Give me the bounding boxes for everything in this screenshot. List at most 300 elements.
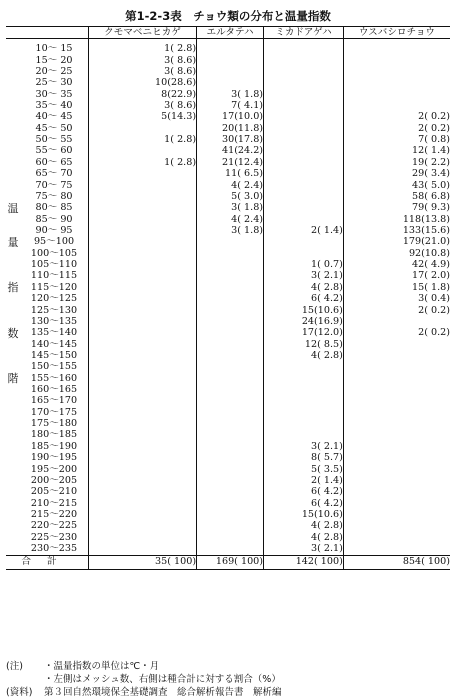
- col-header-erutateha: エルタテハ: [197, 27, 264, 39]
- note-unit: [6, 660, 450, 673]
- value-cell: [89, 168, 197, 179]
- value-cell: [89, 509, 197, 520]
- value-cell: [264, 168, 344, 179]
- value-cell: [264, 384, 344, 395]
- table-row: [6, 486, 450, 497]
- side-label: [6, 430, 20, 441]
- value-cell: [343, 452, 450, 463]
- range-label: 125〜130: [20, 305, 89, 316]
- side-label: [6, 168, 20, 179]
- value-cell: [343, 486, 450, 497]
- value-cell: [89, 486, 197, 497]
- range-label: 50〜 55: [20, 134, 89, 145]
- value-cell: 4( 2.8): [264, 282, 344, 293]
- value-cell: [264, 77, 344, 88]
- value-cell: [197, 464, 264, 475]
- value-cell: [343, 384, 450, 395]
- value-cell: 4( 2.4): [197, 180, 264, 191]
- table-row: [6, 89, 450, 100]
- value-cell: 10(28.6): [89, 77, 197, 88]
- value-cell: [197, 305, 264, 316]
- table-row: [6, 77, 450, 88]
- table-row: [6, 475, 450, 486]
- table-row: [6, 134, 450, 145]
- range-label: 60〜 65: [20, 157, 89, 168]
- side-label: [6, 157, 20, 168]
- value-cell: [89, 248, 197, 259]
- value-cell: [197, 373, 264, 384]
- value-cell: [197, 43, 264, 54]
- table-row: [6, 259, 450, 270]
- table-row: [6, 316, 450, 327]
- side-label: [6, 214, 20, 225]
- value-cell: 58( 6.8): [343, 191, 450, 202]
- header-row: [6, 27, 450, 39]
- value-cell: [89, 180, 197, 191]
- range-label: 220〜225: [20, 520, 89, 531]
- range-label: 95〜100: [20, 236, 89, 247]
- range-label: 80〜 85: [20, 202, 89, 213]
- value-cell: [89, 396, 197, 407]
- value-cell: [197, 509, 264, 520]
- value-cell: 3( 2.1): [264, 441, 344, 452]
- side-label: [6, 89, 20, 100]
- value-cell: [197, 520, 264, 531]
- value-cell: 15( 1.8): [343, 282, 450, 293]
- col-header-kumomabenihikage: クモマベニヒカゲ: [89, 27, 197, 39]
- value-cell: [197, 418, 264, 429]
- table-row: [6, 66, 450, 77]
- table-row: [6, 123, 450, 134]
- value-cell: [197, 486, 264, 497]
- table-row: [6, 112, 450, 123]
- table-row: [6, 498, 450, 509]
- value-cell: [264, 430, 344, 441]
- total-cell: 854( 100): [343, 555, 450, 569]
- value-cell: [343, 509, 450, 520]
- note-text-1: ・温量指数の単位は℃・月: [44, 661, 160, 672]
- side-label: [6, 384, 20, 395]
- table-row: [6, 418, 450, 429]
- value-cell: [89, 214, 197, 225]
- side-label: [6, 100, 20, 111]
- table-row: [6, 464, 450, 475]
- value-cell: 3( 1.8): [197, 202, 264, 213]
- value-cell: 2( 0.2): [343, 123, 450, 134]
- side-label: 指: [7, 281, 19, 295]
- value-cell: 6( 4.2): [264, 293, 344, 304]
- value-cell: [264, 134, 344, 145]
- table-row: [6, 180, 450, 191]
- value-cell: [197, 248, 264, 259]
- butterfly-distribution-table: [6, 26, 450, 570]
- value-cell: [197, 339, 264, 350]
- value-cell: [89, 339, 197, 350]
- value-cell: [343, 373, 450, 384]
- side-label: [6, 475, 20, 486]
- value-cell: 8( 5.7): [264, 452, 344, 463]
- side-label: [6, 305, 20, 316]
- table-row: [6, 396, 450, 407]
- value-cell: 3( 1.8): [197, 89, 264, 100]
- table-row: [6, 327, 450, 338]
- value-cell: 7( 4.1): [197, 100, 264, 111]
- range-label: 225〜230: [20, 532, 89, 543]
- value-cell: [89, 430, 197, 441]
- range-label: 70〜 75: [20, 180, 89, 191]
- notes: [6, 660, 450, 699]
- value-cell: 29( 3.4): [343, 168, 450, 179]
- value-cell: [264, 202, 344, 213]
- value-cell: [89, 225, 197, 236]
- value-cell: [343, 66, 450, 77]
- table-row: [6, 55, 450, 66]
- value-cell: 179(21.0): [343, 236, 450, 247]
- range-label: 120〜125: [20, 293, 89, 304]
- side-label: [6, 134, 20, 145]
- value-cell: [89, 441, 197, 452]
- value-cell: 2( 1.4): [264, 475, 344, 486]
- total-label: 合計: [6, 555, 89, 569]
- table-row: [6, 282, 450, 293]
- range-label: 210〜215: [20, 498, 89, 509]
- table-row: [6, 339, 450, 350]
- range-label: 45〜 50: [20, 123, 89, 134]
- value-cell: [343, 361, 450, 372]
- value-cell: [343, 475, 450, 486]
- value-cell: [89, 146, 197, 157]
- side-label: [6, 452, 20, 463]
- value-cell: [264, 361, 344, 372]
- range-label: 15〜 20: [20, 55, 89, 66]
- value-cell: [89, 498, 197, 509]
- value-cell: [343, 418, 450, 429]
- range-label: 185〜190: [20, 441, 89, 452]
- value-cell: 3( 8.6): [89, 55, 197, 66]
- value-cell: [343, 350, 450, 361]
- note-text-2: ・左側はメッシュ数、右側は種合計に対する割合（%）: [44, 674, 281, 685]
- range-label: 25〜 30: [20, 77, 89, 88]
- table-row: [6, 248, 450, 259]
- side-label: [6, 66, 20, 77]
- range-label: 55〜 60: [20, 146, 89, 157]
- range-label: 20〜 25: [20, 66, 89, 77]
- value-cell: [264, 157, 344, 168]
- side-label: [6, 146, 20, 157]
- value-cell: 3( 8.6): [89, 100, 197, 111]
- value-cell: [89, 452, 197, 463]
- value-cell: [89, 520, 197, 531]
- value-cell: [264, 100, 344, 111]
- range-label: 175〜180: [20, 418, 89, 429]
- value-cell: 2( 1.4): [264, 225, 344, 236]
- side-label: [6, 407, 20, 418]
- range-label: 85〜 90: [20, 214, 89, 225]
- table-row: [6, 430, 450, 441]
- side-label: 温: [7, 201, 19, 215]
- side-label: 量: [7, 235, 19, 249]
- value-cell: [343, 339, 450, 350]
- value-cell: [264, 396, 344, 407]
- value-cell: [264, 66, 344, 77]
- value-cell: 6( 4.2): [264, 486, 344, 497]
- value-cell: [197, 236, 264, 247]
- table-row: [6, 43, 450, 54]
- table-row: [6, 100, 450, 111]
- value-cell: [89, 293, 197, 304]
- source-row: [6, 686, 450, 699]
- value-cell: [89, 464, 197, 475]
- range-label: 150〜155: [20, 361, 89, 372]
- total-row: [6, 555, 450, 569]
- value-cell: 21(12.4): [197, 157, 264, 168]
- source-lead: (資料): [6, 687, 33, 698]
- value-cell: [343, 316, 450, 327]
- table-row: [6, 452, 450, 463]
- value-cell: [89, 316, 197, 327]
- value-cell: 3( 8.6): [89, 66, 197, 77]
- side-label: [6, 509, 20, 520]
- value-cell: [343, 532, 450, 543]
- total-cell: 35( 100): [89, 555, 197, 569]
- value-cell: 5( 3.5): [264, 464, 344, 475]
- side-label: [6, 339, 20, 350]
- value-cell: [343, 430, 450, 441]
- table-row: [6, 225, 450, 236]
- table-row: [6, 350, 450, 361]
- range-label: 230〜235: [20, 543, 89, 555]
- side-label: [6, 191, 20, 202]
- value-cell: [89, 373, 197, 384]
- table-row: [6, 407, 450, 418]
- range-label: 170〜175: [20, 407, 89, 418]
- value-cell: [264, 236, 344, 247]
- value-cell: [343, 89, 450, 100]
- range-label: 195〜200: [20, 464, 89, 475]
- side-label: [6, 293, 20, 304]
- note-ratio: [6, 673, 450, 686]
- range-label: 160〜165: [20, 384, 89, 395]
- range-label: 130〜135: [20, 316, 89, 327]
- value-cell: [197, 55, 264, 66]
- range-label: 75〜 80: [20, 191, 89, 202]
- value-cell: [89, 202, 197, 213]
- range-label: 145〜150: [20, 350, 89, 361]
- value-cell: [197, 384, 264, 395]
- value-cell: [89, 327, 197, 338]
- table-row: [6, 532, 450, 543]
- table-row: [6, 509, 450, 520]
- value-cell: [264, 123, 344, 134]
- value-cell: 15(10.6): [264, 509, 344, 520]
- value-cell: [197, 77, 264, 88]
- value-cell: [264, 146, 344, 157]
- range-label: 115〜120: [20, 282, 89, 293]
- value-cell: [197, 327, 264, 338]
- value-cell: [89, 191, 197, 202]
- value-cell: [197, 361, 264, 372]
- value-cell: 2( 0.2): [343, 112, 450, 123]
- range-label: 205〜210: [20, 486, 89, 497]
- value-cell: [264, 89, 344, 100]
- table-row: [6, 271, 450, 282]
- value-cell: [343, 407, 450, 418]
- range-label: 165〜170: [20, 396, 89, 407]
- value-cell: [89, 305, 197, 316]
- value-cell: 1( 2.8): [89, 157, 197, 168]
- value-cell: 17( 2.0): [343, 271, 450, 282]
- side-label: [6, 498, 20, 509]
- value-cell: 3( 2.1): [264, 543, 344, 555]
- col-header-mikadoageha: ミカドアゲハ: [264, 27, 344, 39]
- value-cell: [89, 418, 197, 429]
- range-label: 90〜 95: [20, 225, 89, 236]
- value-cell: 6( 4.2): [264, 498, 344, 509]
- value-cell: [89, 532, 197, 543]
- value-cell: 4( 2.8): [264, 520, 344, 531]
- side-label: [6, 543, 20, 555]
- side-label: [6, 248, 20, 259]
- source-text: 第３回自然環境保全基礎調査 総合解析報告書 解析編: [44, 687, 282, 698]
- value-cell: 41(24.2): [197, 146, 264, 157]
- side-label: [6, 464, 20, 475]
- value-cell: [343, 55, 450, 66]
- value-cell: 4( 2.8): [264, 350, 344, 361]
- value-cell: [197, 532, 264, 543]
- side-label: [6, 350, 20, 361]
- row-header-blank: [6, 27, 89, 39]
- value-cell: 19( 2.2): [343, 157, 450, 168]
- value-cell: [89, 282, 197, 293]
- value-cell: [89, 407, 197, 418]
- table-row: [6, 293, 450, 304]
- value-cell: [197, 282, 264, 293]
- value-cell: [264, 112, 344, 123]
- table-row: [6, 373, 450, 384]
- value-cell: [343, 498, 450, 509]
- side-label: [6, 486, 20, 497]
- range-label: 35〜 40: [20, 100, 89, 111]
- table-row: [6, 146, 450, 157]
- side-label: [6, 396, 20, 407]
- value-cell: [343, 520, 450, 531]
- table-row: [6, 214, 450, 225]
- range-label: 65〜 70: [20, 168, 89, 179]
- value-cell: 24(16.9): [264, 316, 344, 327]
- value-cell: [89, 259, 197, 270]
- value-cell: 15(10.6): [264, 305, 344, 316]
- value-cell: 1( 0.7): [264, 259, 344, 270]
- table-title: 第1-2-3表 チョウ類の分布と温量指数: [125, 9, 331, 23]
- side-label: [6, 180, 20, 191]
- value-cell: [197, 475, 264, 486]
- side-label: [6, 123, 20, 134]
- value-cell: [89, 361, 197, 372]
- value-cell: [264, 407, 344, 418]
- value-cell: [343, 543, 450, 555]
- value-cell: 133(15.6): [343, 225, 450, 236]
- value-cell: [197, 396, 264, 407]
- side-label: 数: [7, 326, 19, 340]
- value-cell: [197, 452, 264, 463]
- value-cell: 2( 0.2): [343, 327, 450, 338]
- value-cell: [197, 271, 264, 282]
- table-row: [6, 520, 450, 531]
- table-row: [6, 361, 450, 372]
- value-cell: [343, 100, 450, 111]
- value-cell: [264, 373, 344, 384]
- value-cell: 3( 2.1): [264, 271, 344, 282]
- value-cell: [264, 248, 344, 259]
- value-cell: [343, 464, 450, 475]
- side-label: [6, 259, 20, 270]
- range-label: 215〜220: [20, 509, 89, 520]
- value-cell: 42( 4.9): [343, 259, 450, 270]
- value-cell: 3( 0.4): [343, 293, 450, 304]
- range-label: 155〜160: [20, 373, 89, 384]
- value-cell: [197, 66, 264, 77]
- side-label: [6, 55, 20, 66]
- side-label: [6, 77, 20, 88]
- value-cell: [89, 475, 197, 486]
- value-cell: 4( 2.8): [264, 532, 344, 543]
- range-label: 200〜205: [20, 475, 89, 486]
- value-cell: [264, 214, 344, 225]
- value-cell: [197, 407, 264, 418]
- value-cell: 5(14.3): [89, 112, 197, 123]
- total-cell: 169( 100): [197, 555, 264, 569]
- side-label: 階: [7, 371, 19, 385]
- range-label: 40〜 45: [20, 112, 89, 123]
- value-cell: 12( 8.5): [264, 339, 344, 350]
- range-label: 100〜105: [20, 248, 89, 259]
- value-cell: [343, 396, 450, 407]
- table-row: [6, 191, 450, 202]
- value-cell: 2( 0.2): [343, 305, 450, 316]
- range-label: 10〜 15: [20, 43, 89, 54]
- value-cell: [264, 43, 344, 54]
- value-cell: [264, 180, 344, 191]
- value-cell: [264, 55, 344, 66]
- range-label: 110〜115: [20, 271, 89, 282]
- value-cell: [264, 191, 344, 202]
- side-label: [6, 418, 20, 429]
- value-cell: 1( 2.8): [89, 43, 197, 54]
- value-cell: 11( 6.5): [197, 168, 264, 179]
- value-cell: [343, 43, 450, 54]
- value-cell: [197, 543, 264, 555]
- range-label: 30〜 35: [20, 89, 89, 100]
- total-cell: 142( 100): [264, 555, 344, 569]
- table-row: [6, 202, 450, 213]
- value-cell: 1( 2.8): [89, 134, 197, 145]
- value-cell: [89, 543, 197, 555]
- value-cell: [264, 418, 344, 429]
- col-header-usubashirochou: ウスバシロチョウ: [343, 27, 450, 39]
- value-cell: [197, 259, 264, 270]
- side-label: [6, 316, 20, 327]
- value-cell: 17(10.0): [197, 112, 264, 123]
- value-cell: [89, 123, 197, 134]
- table-body: [6, 39, 450, 569]
- value-cell: 4( 2.4): [197, 214, 264, 225]
- value-cell: [197, 430, 264, 441]
- value-cell: [89, 271, 197, 282]
- range-label: 190〜195: [20, 452, 89, 463]
- value-cell: 92(10.8): [343, 248, 450, 259]
- value-cell: 3( 1.8): [197, 225, 264, 236]
- table-row: [6, 157, 450, 168]
